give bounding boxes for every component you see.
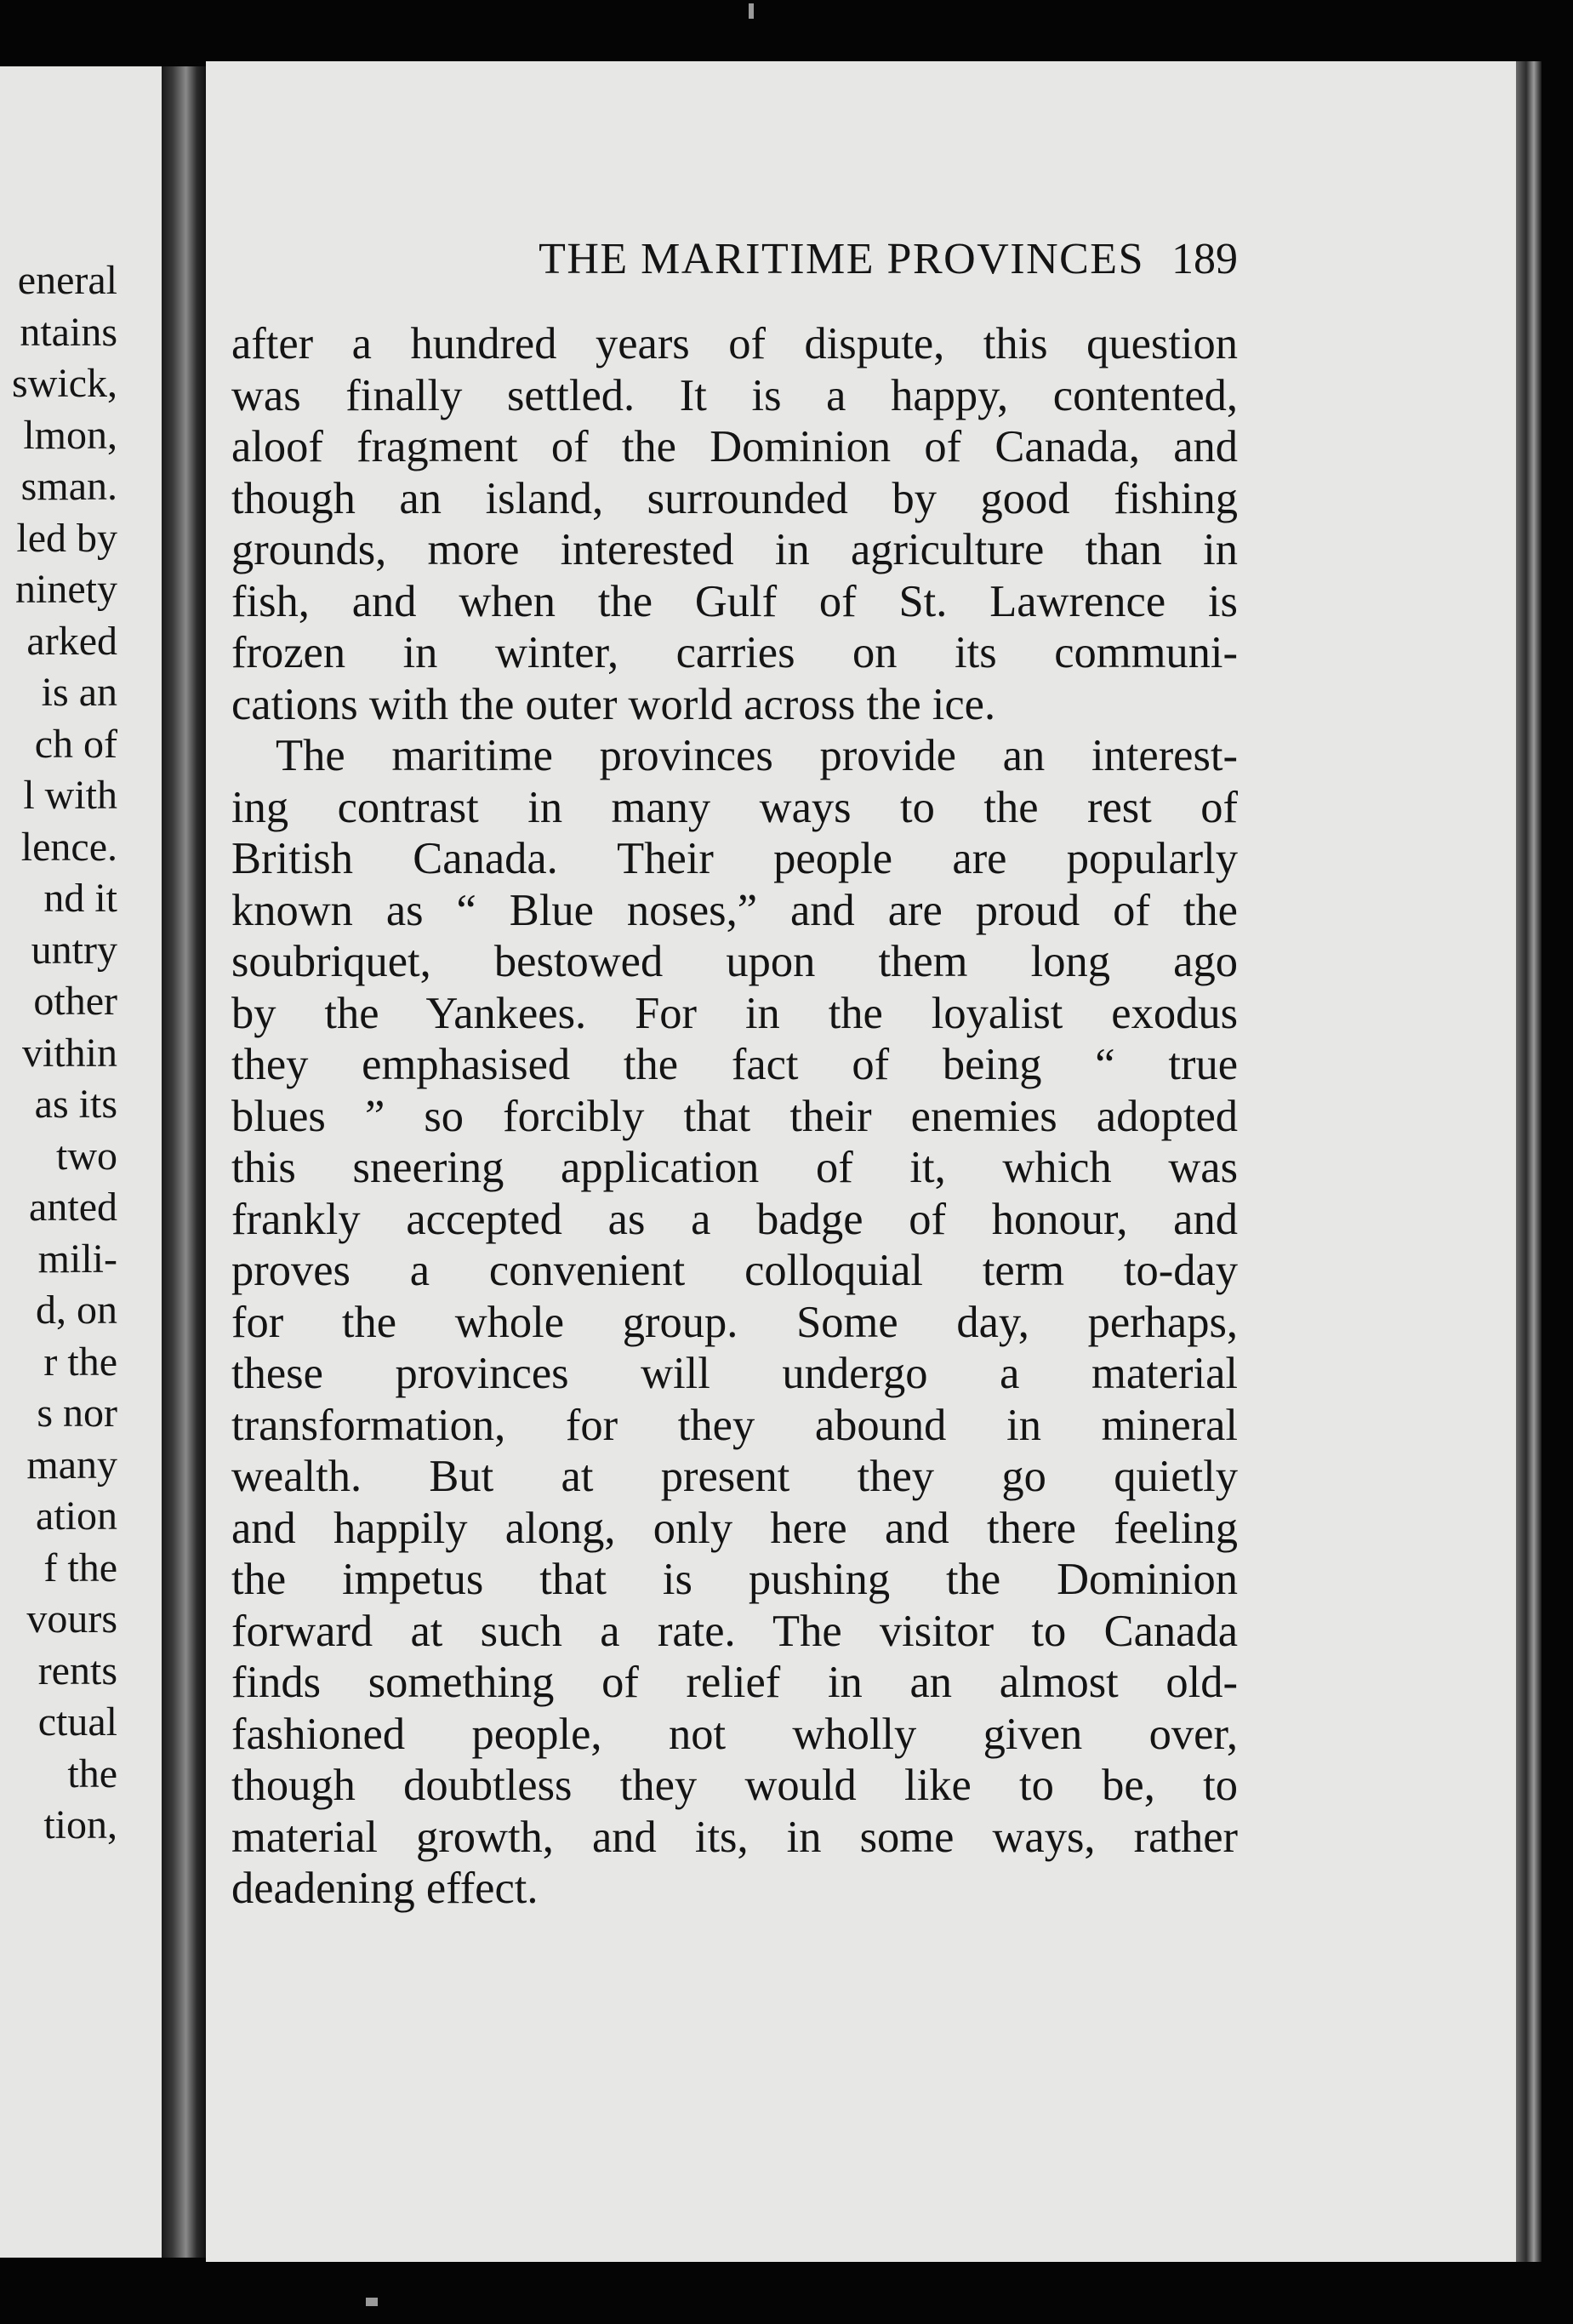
text-line: ctual [37, 1699, 117, 1744]
text-line: though doubtless they would like to be, to [231, 1761, 1238, 1810]
text-line: two [56, 1133, 117, 1179]
text-line: this sneering application of it, which was [231, 1143, 1238, 1192]
text-line: vithin [21, 1030, 117, 1076]
text-line: fish, and when the Gulf of St. Lawrence is [231, 576, 1238, 626]
text-line: these provinces will undergo a material [231, 1349, 1238, 1398]
text-line: finds something of relief in an almost old- [231, 1658, 1238, 1707]
text-line: other [33, 979, 117, 1024]
text-line: soubriquet, bestowed upon them long ago [231, 937, 1238, 986]
text-line: f the [43, 1545, 117, 1590]
text-line: grounds, more interested in agriculture than in [231, 525, 1238, 574]
text-line: is an [41, 670, 117, 715]
text-line: cations with the outer world across the ice. [231, 679, 996, 729]
text-line: fashioned people, not wholly given over, [231, 1709, 1238, 1759]
text-line: rents [37, 1647, 117, 1693]
text-line: after a hundred years of dispute, this question [231, 319, 1238, 368]
text-line: proves a convenient colloquial term to-day [231, 1246, 1238, 1295]
text-line: they emphasised the fact of being “ true [231, 1040, 1238, 1089]
text-line: though an island, surrounded by good fishing [231, 473, 1238, 523]
scan-speck [366, 2298, 378, 2306]
page-edge [1516, 61, 1542, 2262]
text-line: s nor [37, 1390, 117, 1436]
left-facing-page [0, 66, 162, 2258]
text-line: d, on [36, 1288, 117, 1333]
text-line: untry [31, 927, 117, 973]
text-line: known as “ Blue noses,” and are proud of the [231, 885, 1238, 935]
text-line: l with [23, 773, 117, 818]
paragraph-first-line: The maritime provinces provide an interest- [276, 731, 1238, 780]
text-line: ing contrast in many ways to the rest of [231, 782, 1238, 832]
text-line: aloof fragment of the Dominion of Canada, and [231, 422, 1238, 471]
text-line: for the whole group. Some day, perhaps, [231, 1297, 1238, 1347]
text-line: ation [36, 1493, 117, 1539]
text-line: as its [34, 1082, 117, 1127]
text-line: anted [29, 1185, 117, 1230]
text-line: sman. [20, 464, 117, 509]
text-line: material growth, and its, in some ways, rather [231, 1812, 1238, 1862]
page-189 [206, 61, 1516, 2262]
text-line: was finally settled. It is a happy, contented, [231, 370, 1238, 420]
scan-speck [749, 3, 754, 19]
text-line: ch of [34, 721, 117, 767]
text-line: lence. [20, 824, 117, 870]
text-line: and happily along, only here and there feeling [231, 1503, 1238, 1553]
left-page-text [12, 255, 117, 1852]
text-line: mili- [37, 1236, 117, 1282]
text-line: vours [26, 1596, 117, 1642]
text-line: the [67, 1750, 117, 1796]
body-text [231, 318, 1238, 1915]
text-line: forward at such a rate. The visitor to Canada [231, 1606, 1238, 1656]
text-line: wealth. But at present they go quietly [231, 1452, 1238, 1501]
text-line: ninety [15, 567, 117, 612]
text-line: led by [16, 515, 117, 561]
page-number: 189 [1171, 235, 1238, 283]
text-line: by the Yankees. For in the loyalist exodus [231, 988, 1238, 1038]
running-head [206, 231, 1238, 288]
text-line: transformation, for they abound in mineral [231, 1400, 1238, 1450]
text-line: swick, [12, 361, 117, 406]
text-line: blues ” so forcibly that their enemies adopted [231, 1091, 1238, 1141]
text-line: r the [43, 1339, 117, 1385]
text-line: frozen in winter, carries on its communi- [231, 628, 1238, 677]
text-line: tion, [43, 1802, 117, 1847]
text-line: eneral [17, 258, 117, 303]
text-line: deadening effect. [231, 1864, 539, 1913]
text-line: nd it [43, 876, 117, 921]
text-line: lmon, [23, 412, 117, 458]
book-gutter [162, 66, 206, 2258]
text-line: British Canada. Their people are popularly [231, 834, 1238, 883]
text-line: arked [26, 618, 117, 664]
text-line: the impetus that is pushing the Dominion [231, 1555, 1238, 1604]
text-line: many [26, 1442, 117, 1487]
text-line: frankly accepted as a badge of honour, and [231, 1194, 1238, 1244]
text-line: ntains [20, 309, 117, 355]
running-head-title: THE MARITIME PROVINCES [539, 235, 1144, 283]
